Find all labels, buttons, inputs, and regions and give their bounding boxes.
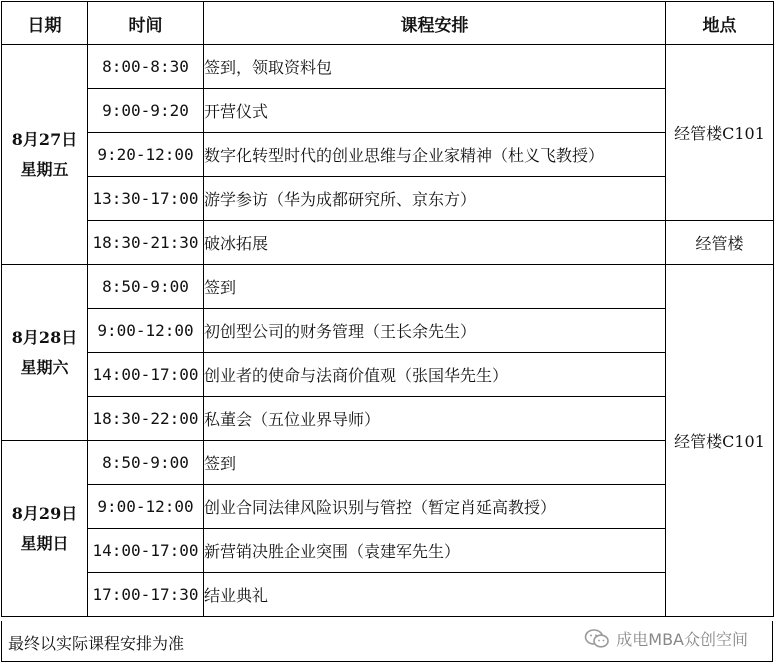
- table-row: [2, 485, 774, 529]
- session-time: 14:00-17:00: [88, 529, 204, 573]
- table-row: [2, 265, 774, 309]
- footer-note-row: [1, 621, 773, 662]
- schedule-table: [1, 1, 774, 617]
- day-weekday: 星期六: [20, 357, 69, 377]
- header-location: 地点: [666, 2, 774, 45]
- session-time: 8:50-9:00: [88, 265, 204, 309]
- header-time: 时间: [88, 2, 204, 45]
- session-time: 17:00-17:30: [88, 573, 204, 617]
- session-time: 8:50-9:00: [88, 441, 204, 485]
- session-program: 创业合同法律风险识别与管控（暂定肖延高教授）: [204, 485, 666, 529]
- table-row: [2, 573, 774, 617]
- header-date: 日期: [2, 2, 88, 45]
- day-weekday: 星期五: [20, 159, 69, 179]
- day-cell: [2, 441, 88, 617]
- table-row: [2, 89, 774, 133]
- header-row: [2, 2, 774, 45]
- watermark: [584, 627, 748, 650]
- session-time: 9:00-9:20: [88, 89, 204, 133]
- session-program: 签到: [204, 441, 666, 485]
- session-program: 新营销决胜企业突围（袁建军先生）: [204, 529, 666, 573]
- session-time: 9:00-12:00: [88, 309, 204, 353]
- header-program: 课程安排: [204, 2, 666, 45]
- table-row: [2, 45, 774, 89]
- session-program: 初创型公司的财务管理（王长余先生）: [204, 309, 666, 353]
- session-time: 18:30-21:30: [88, 221, 204, 265]
- session-time: 9:20-12:00: [88, 133, 204, 177]
- table-row: [2, 441, 774, 485]
- footer-note: 最终以实际课程安排为准: [8, 634, 185, 653]
- table-row: [2, 221, 774, 265]
- table-row: [2, 529, 774, 573]
- location-cell: 经管楼C101: [666, 45, 774, 221]
- location-cell: 经管楼: [666, 221, 774, 265]
- wechat-icon: [584, 628, 610, 650]
- day-cell: [2, 45, 88, 265]
- session-program: 开营仪式: [204, 89, 666, 133]
- day-cell: [2, 265, 88, 441]
- day-date: 8月29日: [11, 503, 78, 523]
- table-row: [2, 133, 774, 177]
- table-row: [2, 309, 774, 353]
- session-program: 结业典礼: [204, 573, 666, 617]
- session-program: 游学参访（华为成都研究所、京东方）: [204, 177, 666, 221]
- session-time: 9:00-12:00: [88, 485, 204, 529]
- table-row: [2, 397, 774, 441]
- day-date: 8月27日: [11, 129, 78, 149]
- session-time: 13:30-17:00: [88, 177, 204, 221]
- session-time: 14:00-17:00: [88, 353, 204, 397]
- session-program: 破冰拓展: [204, 221, 666, 265]
- session-program: 签到: [204, 265, 666, 309]
- session-time: 8:00-8:30: [88, 45, 204, 89]
- day-date: 8月28日: [11, 327, 78, 347]
- session-program: 签到，领取资料包: [204, 45, 666, 89]
- location-cell: 经管楼C101: [666, 265, 774, 617]
- session-program: 私董会（五位业界导师）: [204, 397, 666, 441]
- table-row: [2, 353, 774, 397]
- session-program: 创业者的使命与法商价值观（张国华先生）: [204, 353, 666, 397]
- table-row: [2, 177, 774, 221]
- session-time: 18:30-22:00: [88, 397, 204, 441]
- session-program: 数字化转型时代的创业思维与企业家精神（杜义飞教授）: [204, 133, 666, 177]
- day-weekday: 星期日: [20, 533, 69, 553]
- watermark-text: 成电MBA众创空间: [616, 630, 748, 649]
